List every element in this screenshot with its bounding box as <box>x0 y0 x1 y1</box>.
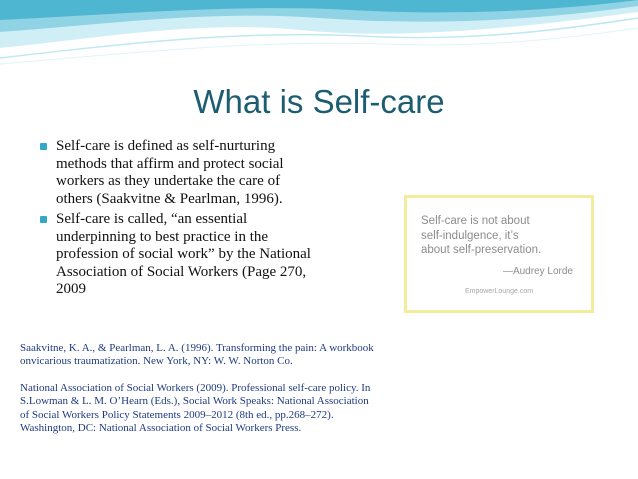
header-wave-decoration <box>0 0 638 80</box>
quote-line: about self-preservation. <box>421 244 542 256</box>
bullet-text: Self-care is defined as self-nurturing methods that affirm and protect social workers as they undertake the care of others (Saakvitne & Pearlman, 1996). <box>56 138 284 207</box>
slide-title: What is Self-care <box>193 83 445 120</box>
bullet-item <box>40 138 320 208</box>
quote-source-site: EmpowerLounge.com <box>464 288 534 295</box>
bullet-text: Self-care is called, “an essential underpinning to best practice in the profession of social work” by the National Association of Social Workers (Page 270, 2009 <box>56 211 311 297</box>
references <box>20 342 380 448</box>
reference-item: National Association of Social Workers (2009). Professional self-care policy. In S.Lowman & L. M. O’Hearn (Eds.), Social Work Speaks: National Association of Social Workers Policy Statements 2009–2012 (8th ed., pp.268–272). Washington, DC: National Association of Social Workers Press. <box>20 381 371 435</box>
bullet-item <box>40 211 320 299</box>
square-bullet-icon <box>40 216 47 223</box>
reference-item: Saakvitne, K. A., & Pearlman, L. A. (1996). Transforming the pain: A workbook onvicarious traumatization. New York, NY: W. W. Norton Co. <box>20 342 374 368</box>
bullet-list <box>40 138 320 302</box>
quote-author: —Audrey Lorde <box>502 266 573 277</box>
square-bullet-icon <box>40 143 47 150</box>
quote-line: Self-care is not about <box>421 215 530 227</box>
quote-image <box>404 195 594 313</box>
quote-line: self-indulgence, it’s <box>421 229 519 242</box>
quote-text <box>421 214 591 258</box>
